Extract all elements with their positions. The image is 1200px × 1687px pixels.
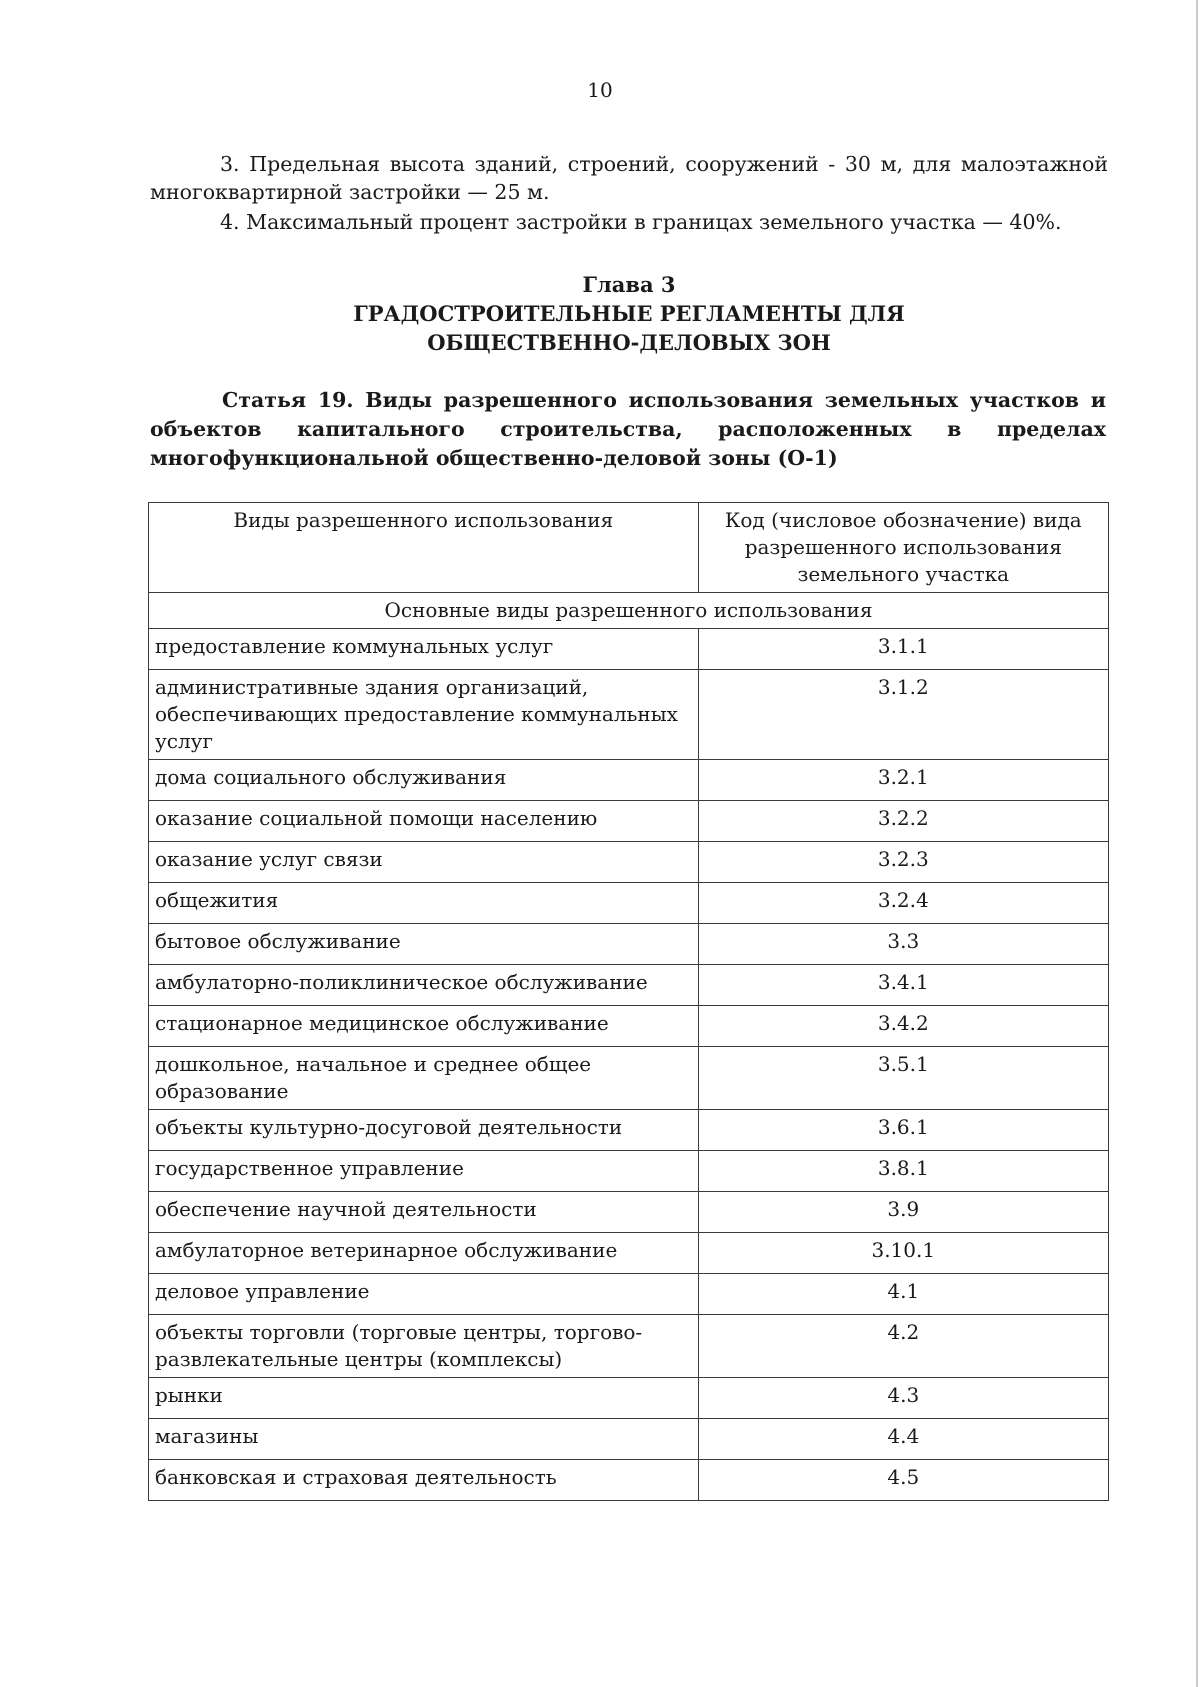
use-code-cell: 3.1.2 <box>698 670 1108 760</box>
use-type-cell: бытовое обслуживание <box>149 924 699 965</box>
paragraph-build-percentage: 4. Максимальный процент застройки в границах земельного участка — 40%. <box>220 210 1062 234</box>
use-code-cell: 3.1.1 <box>698 629 1108 670</box>
use-code-cell: 3.4.2 <box>698 1006 1108 1047</box>
use-type-cell: административные здания организаций, обеспечивающих предоставление коммунальных услуг <box>149 670 699 760</box>
chapter-subtitle-line1: ГРАДОСТРОИТЕЛЬНЫЕ РЕГЛАМЕНТЫ ДЛЯ <box>353 301 905 326</box>
table-header-row <box>149 503 1109 593</box>
use-code-cell: 3.9 <box>698 1192 1108 1233</box>
use-type-cell: стационарное медицинское обслуживание <box>149 1006 699 1047</box>
header-use-code: Код (числовое обозначение) вида разрешенного использования земельного участка <box>698 503 1108 593</box>
use-code-cell: 3.6.1 <box>698 1110 1108 1151</box>
chapter-title: Глава 3 <box>582 272 676 297</box>
table-row <box>149 629 1109 670</box>
page-number: 10 <box>587 78 613 102</box>
chapter-subtitle-line2: ОБЩЕСТВЕННО-ДЕЛОВЫХ ЗОН <box>427 330 831 355</box>
use-type-cell: банковская и страховая деятельность <box>149 1460 699 1501</box>
use-code-cell: 3.5.1 <box>698 1047 1108 1110</box>
use-code-cell: 4.2 <box>698 1315 1108 1378</box>
table-row <box>149 1378 1109 1419</box>
table-row <box>149 883 1109 924</box>
use-code-cell: 3.8.1 <box>698 1151 1108 1192</box>
use-code-cell: 3.10.1 <box>698 1233 1108 1274</box>
table-row <box>149 670 1109 760</box>
table-row <box>149 924 1109 965</box>
use-type-cell: дошкольное, начальное и среднее общее образование <box>149 1047 699 1110</box>
use-code-cell: 3.2.1 <box>698 760 1108 801</box>
use-code-cell: 3.2.2 <box>698 801 1108 842</box>
paragraph-height-limit: 3. Предельная высота зданий, строений, сооружений - 30 м, для малоэтажной многоквартирной застройки — 25 м. <box>150 152 1108 204</box>
use-code-cell: 3.3 <box>698 924 1108 965</box>
use-type-cell: оказание услуг связи <box>149 842 699 883</box>
use-type-cell: оказание социальной помощи населению <box>149 801 699 842</box>
use-code-cell: 4.4 <box>698 1419 1108 1460</box>
use-type-cell: обеспечение научной деятельности <box>149 1192 699 1233</box>
use-code-cell: 3.2.4 <box>698 883 1108 924</box>
table-row <box>149 1315 1109 1378</box>
use-type-cell: государственное управление <box>149 1151 699 1192</box>
table-row <box>149 1047 1109 1110</box>
use-type-cell: предоставление коммунальных услуг <box>149 629 699 670</box>
article-heading: Статья 19. Виды разрешенного использования земельных участков и объектов капитального строительства, расположенных в пределах многофункциональной общественно-деловой зоны (О-1) <box>150 388 1106 470</box>
use-code-cell: 4.5 <box>698 1460 1108 1501</box>
table-row <box>149 1006 1109 1047</box>
table-row <box>149 1110 1109 1151</box>
table-row <box>149 801 1109 842</box>
table-row <box>149 1460 1109 1501</box>
use-type-cell: объекты культурно-досуговой деятельности <box>149 1110 699 1151</box>
use-code-cell: 3.2.3 <box>698 842 1108 883</box>
table-row <box>149 842 1109 883</box>
table-row <box>149 1233 1109 1274</box>
permitted-use-table <box>148 502 1109 1501</box>
use-code-cell: 4.3 <box>698 1378 1108 1419</box>
use-type-cell: объекты торговли (торговые центры, торгово-развлекательные центры (комплексы) <box>149 1315 699 1378</box>
table-row <box>149 760 1109 801</box>
use-type-cell: общежития <box>149 883 699 924</box>
table-row <box>149 1274 1109 1315</box>
section-row <box>149 593 1109 629</box>
use-code-cell: 4.1 <box>698 1274 1108 1315</box>
use-type-cell: амбулаторное ветеринарное обслуживание <box>149 1233 699 1274</box>
use-type-cell: дома социального обслуживания <box>149 760 699 801</box>
section-title: Основные виды разрешенного использования <box>149 593 1109 629</box>
use-type-cell: магазины <box>149 1419 699 1460</box>
use-type-cell: амбулаторно-поликлиническое обслуживание <box>149 965 699 1006</box>
use-code-cell: 3.4.1 <box>698 965 1108 1006</box>
use-type-cell: рынки <box>149 1378 699 1419</box>
scan-edge-line <box>1196 0 1198 1687</box>
use-type-cell: деловое управление <box>149 1274 699 1315</box>
table-row <box>149 1419 1109 1460</box>
table-row <box>149 965 1109 1006</box>
table-row <box>149 1192 1109 1233</box>
table-row <box>149 1151 1109 1192</box>
header-use-type: Виды разрешенного использования <box>149 503 699 593</box>
